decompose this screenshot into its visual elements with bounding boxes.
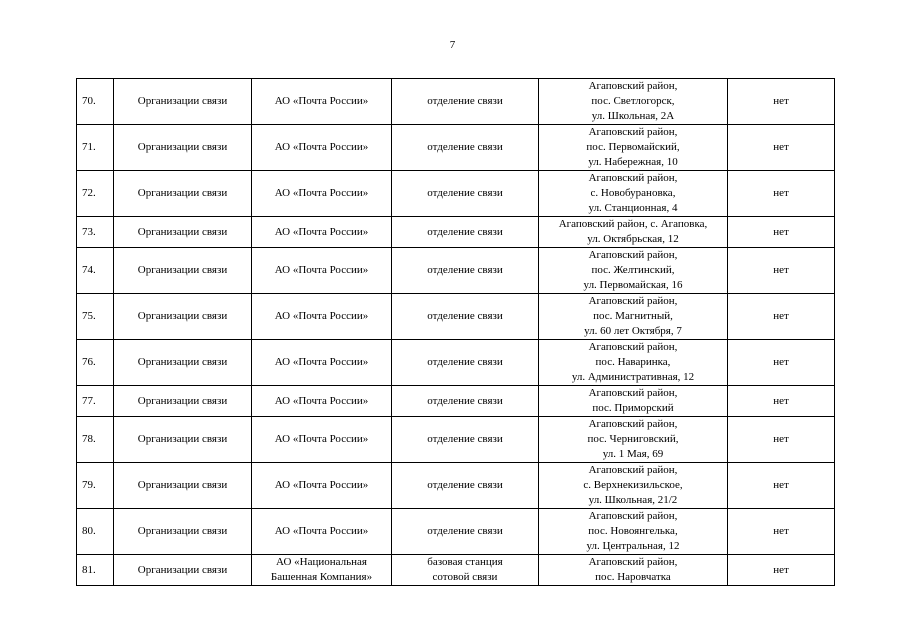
category-cell: Организации связи: [114, 509, 252, 555]
table-row: [77, 171, 835, 217]
organization-cell: [252, 340, 392, 386]
address-cell: [539, 125, 728, 171]
row-number-cell: 73.: [77, 217, 114, 248]
organization-cell-line: АО «Национальная: [276, 556, 367, 568]
row-number-cell: 77.: [77, 386, 114, 417]
organization-cell: [252, 509, 392, 555]
row-number-cell: 80.: [77, 509, 114, 555]
object-type-cell-line: отделение связи: [427, 187, 503, 199]
address-cell-line: ул. Административная, 12: [571, 371, 695, 383]
address-cell: [539, 340, 728, 386]
organization-cell-line: Башенная Компания»: [270, 571, 373, 583]
address-cell: [539, 79, 728, 125]
organization-cell: [252, 79, 392, 125]
status-cell: нет: [728, 125, 835, 171]
address-cell-line: ул. 1 Мая, 69: [602, 448, 664, 460]
address-cell: [539, 248, 728, 294]
address-cell: [539, 417, 728, 463]
organization-cell: [252, 171, 392, 217]
organization-cell-line: АО «Почта России»: [274, 356, 369, 368]
object-type-cell: [392, 79, 539, 125]
address-cell-line: Агаповский район, с. Агаповка,: [558, 218, 708, 230]
address-cell-line: пос. Наровчатка: [595, 571, 671, 583]
organization-cell: [252, 294, 392, 340]
address-cell-line: пос. Приморский: [592, 402, 674, 414]
object-type-cell: [392, 248, 539, 294]
table-row: [77, 386, 835, 417]
organization-cell: [252, 417, 392, 463]
address-cell-line: Агаповский район,: [588, 172, 678, 184]
address-cell-line: пос. Светлогорск,: [591, 95, 675, 107]
organization-cell-line: АО «Почта России»: [274, 264, 369, 276]
table-row: [77, 125, 835, 171]
address-cell-line: с. Новобурановка,: [590, 187, 676, 199]
object-type-cell: [392, 294, 539, 340]
table-row: [77, 294, 835, 340]
organization-cell-line: АО «Почта России»: [274, 225, 369, 238]
status-cell: нет: [728, 555, 835, 586]
object-type-cell-line: базовая станция: [427, 556, 503, 568]
organization-cell: [252, 125, 392, 171]
category-cell: Организации связи: [114, 217, 252, 248]
address-cell-line: пос. Первомайский,: [586, 141, 680, 153]
table-row: [77, 217, 835, 248]
address-cell-line: ул. Центральная, 12: [586, 540, 680, 552]
row-number-cell: 78.: [77, 417, 114, 463]
row-number-cell: 81.: [77, 555, 114, 586]
organization-cell-line: АО «Почта России»: [274, 187, 369, 199]
address-cell-line: ул. Набережная, 10: [588, 156, 678, 168]
status-cell: нет: [728, 463, 835, 509]
object-type-cell-line: отделение связи: [427, 433, 503, 445]
address-cell-line: пос. Наваринка,: [595, 356, 671, 368]
object-type-cell-line: отделение связи: [427, 310, 503, 322]
row-number-cell: 75.: [77, 294, 114, 340]
status-cell: нет: [728, 171, 835, 217]
table-row: [77, 248, 835, 294]
object-type-cell: [392, 509, 539, 555]
category-cell: Организации связи: [114, 171, 252, 217]
organization-cell: [252, 248, 392, 294]
address-cell-line: ул. Школьная, 2А: [591, 110, 675, 122]
address-cell-line: Агаповский район,: [588, 341, 678, 353]
organization-cell: [252, 463, 392, 509]
table-row: [77, 417, 835, 463]
object-type-cell-line: отделение связи: [427, 141, 503, 153]
object-type-cell: [392, 217, 539, 248]
address-cell-line: Агаповский район,: [588, 387, 678, 399]
status-cell: нет: [728, 79, 835, 125]
table-row: [77, 340, 835, 386]
table-row: [77, 79, 835, 125]
address-cell-line: пос. Магнитный,: [593, 310, 673, 322]
category-cell: Организации связи: [114, 125, 252, 171]
address-cell-line: Агаповский район,: [588, 249, 678, 261]
organization-cell-line: АО «Почта России»: [274, 95, 369, 107]
table-row: [77, 463, 835, 509]
object-type-cell: [392, 463, 539, 509]
address-cell: [539, 386, 728, 417]
table-row: [77, 509, 835, 555]
category-cell: Организации связи: [114, 79, 252, 125]
status-cell: нет: [728, 248, 835, 294]
table-body: [77, 79, 835, 586]
address-cell: [539, 294, 728, 340]
address-cell-line: Агаповский район,: [588, 126, 678, 138]
category-cell: Организации связи: [114, 417, 252, 463]
object-type-cell-line: отделение связи: [427, 264, 503, 276]
organization-cell-line: АО «Почта России»: [274, 141, 369, 153]
address-cell-line: ул. Станционная, 4: [588, 202, 678, 214]
organization-cell: [252, 555, 392, 586]
category-cell: Организации связи: [114, 248, 252, 294]
address-cell-line: ул. Октябрьская, 12: [587, 233, 679, 245]
status-cell: нет: [728, 340, 835, 386]
object-type-cell: [392, 417, 539, 463]
row-number-cell: 79.: [77, 463, 114, 509]
address-cell-line: Агаповский район,: [588, 418, 678, 430]
address-cell-line: ул. 60 лет Октября, 7: [584, 325, 682, 337]
object-type-cell: [392, 340, 539, 386]
organization-cell-line: АО «Почта России»: [274, 479, 369, 491]
address-cell: [539, 171, 728, 217]
object-type-cell: [392, 386, 539, 417]
table-row: [77, 555, 835, 586]
category-cell: Организации связи: [114, 386, 252, 417]
address-cell-line: ул. Первомайская, 16: [583, 279, 683, 291]
object-type-cell: [392, 555, 539, 586]
organization-cell: [252, 386, 392, 417]
address-cell-line: пос. Желтинский,: [591, 264, 675, 276]
object-type-cell: [392, 125, 539, 171]
address-cell: [539, 217, 728, 248]
object-type-cell-line: отделение связи: [427, 95, 503, 107]
address-cell-line: ул. Школьная, 21/2: [588, 494, 678, 506]
object-type-cell-line: отделение связи: [427, 525, 503, 537]
category-cell: Организации связи: [114, 340, 252, 386]
status-cell: нет: [728, 417, 835, 463]
address-cell-line: пос. Новоянгелька,: [588, 525, 678, 537]
organization-cell-line: АО «Почта России»: [274, 310, 369, 322]
row-number-cell: 74.: [77, 248, 114, 294]
address-cell-line: пос. Черниговский,: [587, 433, 679, 445]
address-cell-line: Агаповский район,: [588, 510, 678, 522]
address-cell-line: Агаповский район,: [588, 556, 678, 568]
address-cell: [539, 555, 728, 586]
status-cell: нет: [728, 509, 835, 555]
address-cell: [539, 463, 728, 509]
category-cell: Организации связи: [114, 555, 252, 586]
row-number-cell: 72.: [77, 171, 114, 217]
address-cell-line: с. Верхнекизильское,: [583, 479, 683, 491]
organization-cell-line: АО «Почта России»: [274, 525, 369, 537]
status-cell: нет: [728, 294, 835, 340]
address-cell: [539, 509, 728, 555]
organization-cell: [252, 217, 392, 248]
row-number-cell: 71.: [77, 125, 114, 171]
row-number-cell: 70.: [77, 79, 114, 125]
status-cell: нет: [728, 217, 835, 248]
page-number: 7: [449, 39, 456, 51]
object-type-cell-line: отделение связи: [427, 356, 503, 368]
category-cell: Организации связи: [114, 294, 252, 340]
communication-facilities-table: [76, 78, 835, 586]
organization-cell-line: АО «Почта России»: [274, 433, 369, 445]
address-cell-line: Агаповский район,: [588, 295, 678, 307]
address-cell-line: Агаповский район,: [588, 464, 678, 476]
object-type-cell-line: отделение связи: [427, 394, 503, 407]
object-type-cell: [392, 171, 539, 217]
category-cell: Организации связи: [114, 463, 252, 509]
object-type-cell-line: отделение связи: [427, 479, 503, 491]
status-cell: нет: [728, 386, 835, 417]
row-number-cell: 76.: [77, 340, 114, 386]
object-type-cell-line: сотовой связи: [432, 571, 498, 583]
address-cell-line: Агаповский район,: [588, 80, 678, 92]
organization-cell-line: АО «Почта России»: [274, 394, 369, 407]
object-type-cell-line: отделение связи: [427, 225, 503, 238]
